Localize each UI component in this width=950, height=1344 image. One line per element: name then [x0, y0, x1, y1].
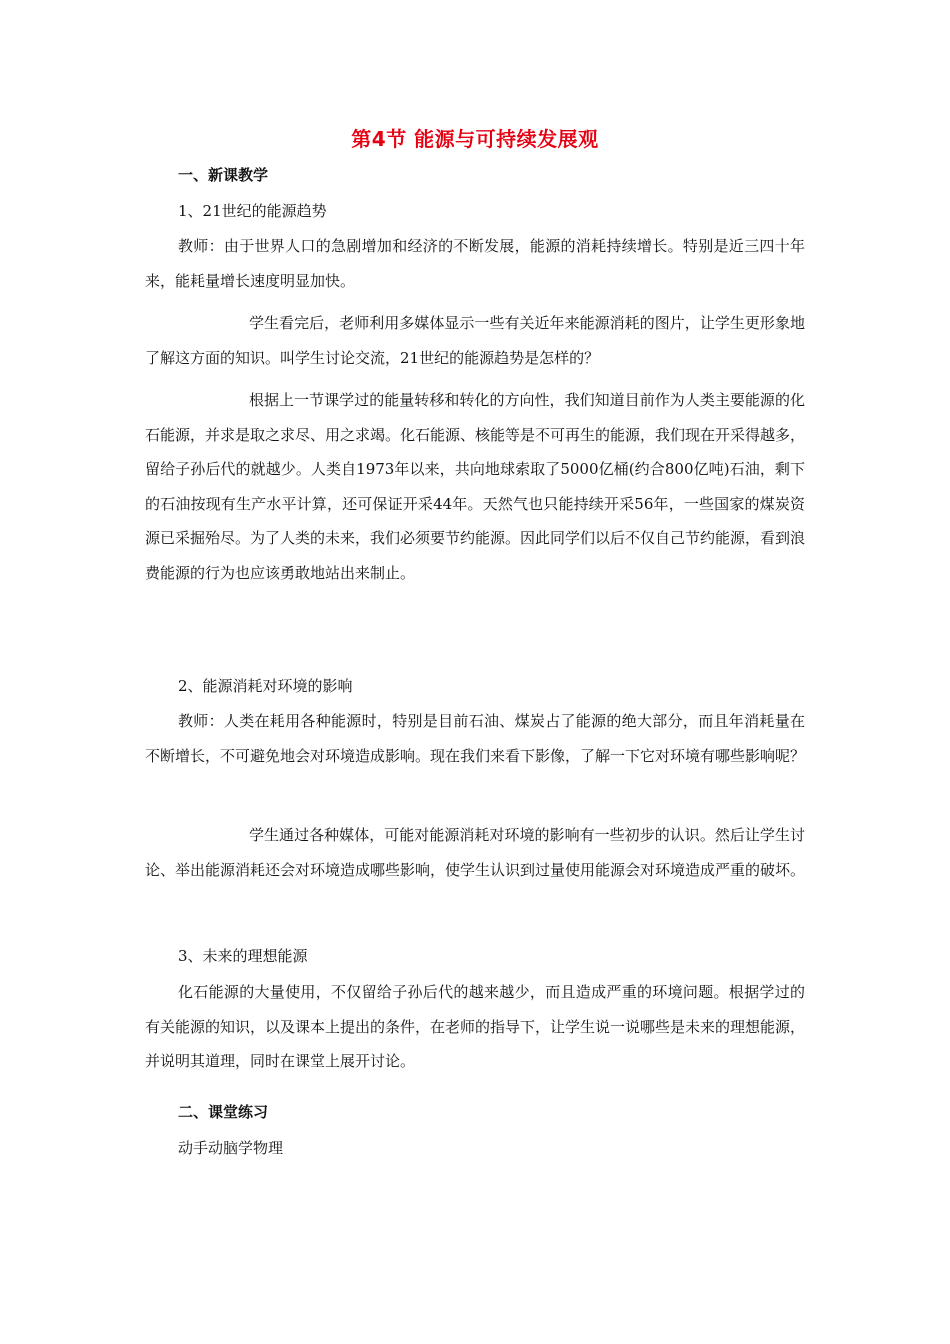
practice-item: 动手动脑学物理	[178, 1139, 284, 1157]
paragraph-student-discussion: 学生看完后，老师利用多媒体显示一些有关近年来能源消耗的图片，让学生更形象地了解这方面的知识。叫学生讨论交流，21世纪的能源趋势是怎样的？	[145, 314, 805, 367]
section-heading-classroom-practice: 二、课堂练习	[178, 1103, 269, 1121]
paragraph-student-media: 学生通过各种媒体，可能对能源消耗对环境的影响有一些初步的认识。然后让学生讨论、举出能源消耗还会对环境造成哪些影响，使学生认识到过量使用能源会对环境造成严重的破坏。	[145, 826, 806, 879]
paragraph-teacher-environment: 教师：人类在耗用各种能源时，特别是目前石油、煤炭占了能源的绝大部分，而且年消耗量在不断增长，不可避免地会对环境造成影响。现在我们来看下影像，了解一下它对环境有哪些影响呢？	[145, 712, 806, 765]
paragraph-fossil-energy: 根据上一节课学过的能量转移和转化的方向性，我们知道目前作为人类主要能源的化石能源，并求是取之求尽、用之求竭。化石能源、核能等是不可再生的能源，我们现在开采得越多，留给子孙后代的就越少。人类自1973年以来，共向地球索取了5000亿桶(约合800亿吨)石油，剩下的石油按现有生产水平计算，还可保证开采44年。天然气也只能持续开采56年，一些国家的煤炭资源已采掘殆尽。为了人类的未来，我们必须要节约能源。因此同学们以后不仅自己节约能源，看到浪费能源的行为也应该勇敢地站出来制止。	[145, 391, 806, 582]
subheading-environment-impact: 2、能源消耗对环境的影响	[178, 677, 353, 695]
subheading-ideal-energy: 3、未来的理想能源	[178, 947, 308, 965]
page-title: 第4节 能源与可持续发展观	[351, 127, 599, 151]
section-heading-new-lesson: 一、新课教学	[178, 166, 269, 184]
paragraph-ideal-energy: 化石能源的大量使用，不仅留给子孙后代的越来越少，而且造成严重的环境问题。根据学过的有关能源的知识，以及课本上提出的条件，在老师的指导下，让学生说一说哪些是未来的理想能源，并说明其道理，同时在课堂上展开讨论。	[145, 983, 806, 1070]
paragraph-teacher-intro: 教师：由于世界人口的急剧增加和经济的不断发展，能源的消耗持续增长。特别是近三四十年来，能耗量增长速度明显加快。	[145, 237, 805, 290]
subheading-energy-trend: 1、21世纪的能源趋势	[178, 202, 327, 220]
